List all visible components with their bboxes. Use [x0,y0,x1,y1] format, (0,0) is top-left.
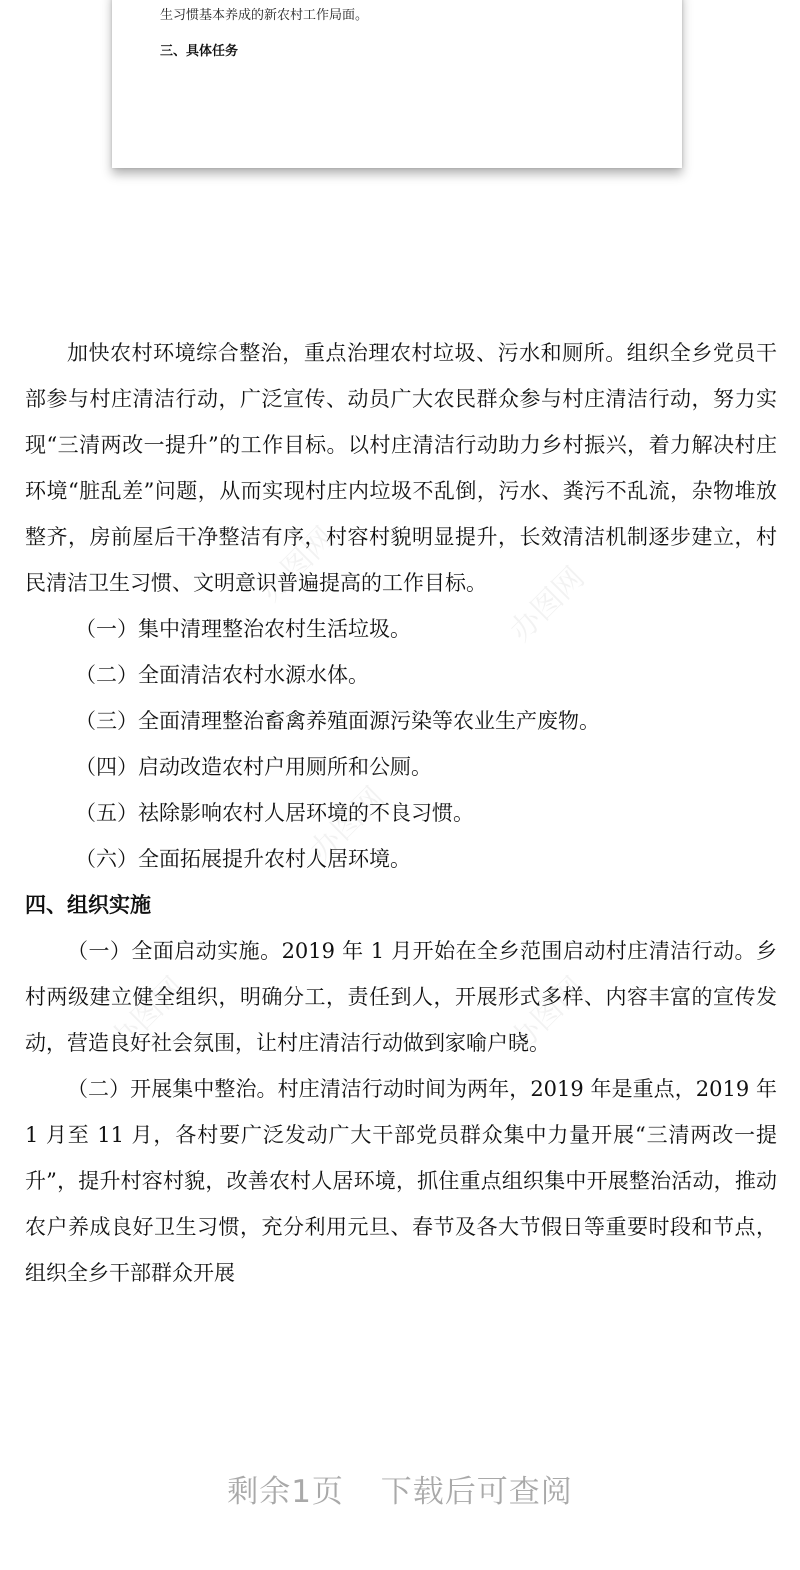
watermark: 办图网 [503,970,592,1059]
watermark: 办图网 [303,780,392,869]
section4-paragraph: （一）全面启动实施。2019 年 1 月开始在全乡范围启动村庄清洁行动。乡村两级建立健全组织，明确分工，责任到人，开展形式多样、内容丰富的宣传发动，营造良好社会氛围，让村庄清洁行动做到家喻户晓。 [25,939,777,1055]
document-body [25,330,777,1296]
watermark: 办图网 [503,560,592,649]
task-item: （五）祛除影响农村人居环境的不良习惯。 [75,801,474,825]
section4-paragraph: （二）开展集中整治。村庄清洁行动时间为两年，2019 年是重点，2019 年 1 月至 11 月，各村要广泛发动广大干部党员群众集中力量开展“三清两改一提升”，提升村容村貌，改善农村人居环境，抓住重点组织集中开展整治活动，推动农户养成良好卫生习惯，充分利用元旦、春节及各大节假日等重要时段和节点，组织全乡干部群众开展 [25,1077,777,1285]
task-item: （三）全面清理整治畜禽养殖面源污染等农业生产废物。 [75,709,600,733]
document-preview-card [112,0,682,168]
preview-section-heading: 三、具体任务 [160,44,239,59]
task-item: （二）全面清洁农村水源水体。 [75,663,369,687]
watermark: 办图网 [103,970,192,1059]
task-item: （一）集中清理整治农村生活垃圾。 [75,617,411,641]
section4-heading: 四、组织实施 [25,893,151,917]
section3-intro-paragraph: 加快农村环境综合整治，重点治理农村垃圾、污水和厕所。组织全乡党员干部参与村庄清洁行动，广泛宣传、动员广大农民群众参与村庄清洁行动，努力实现“三清两改一提升”的工作目标。以村庄清洁行动助力乡村振兴，着力解决村庄环境“脏乱差”问题，从而实现村庄内垃圾不乱倒，污水、粪污不乱流，杂物堆放整齐，房前屋后干净整洁有序，村容村貌明显提升，长效清洁机制逐步建立，村民清洁卫生习惯、文明意识普遍提高的工作目标。 [25,341,777,595]
download-to-read-prompt[interactable]: 剩余1页 下载后可查阅 [227,1474,573,1510]
task-item: （四）启动改造农村户用厕所和公厕。 [75,755,432,779]
watermark: 办图网 [253,520,342,609]
preview-text-line: 生习惯基本养成的新农村工作局面。 [160,8,369,23]
task-item: （六）全面拓展提升农村人居环境。 [75,847,411,871]
